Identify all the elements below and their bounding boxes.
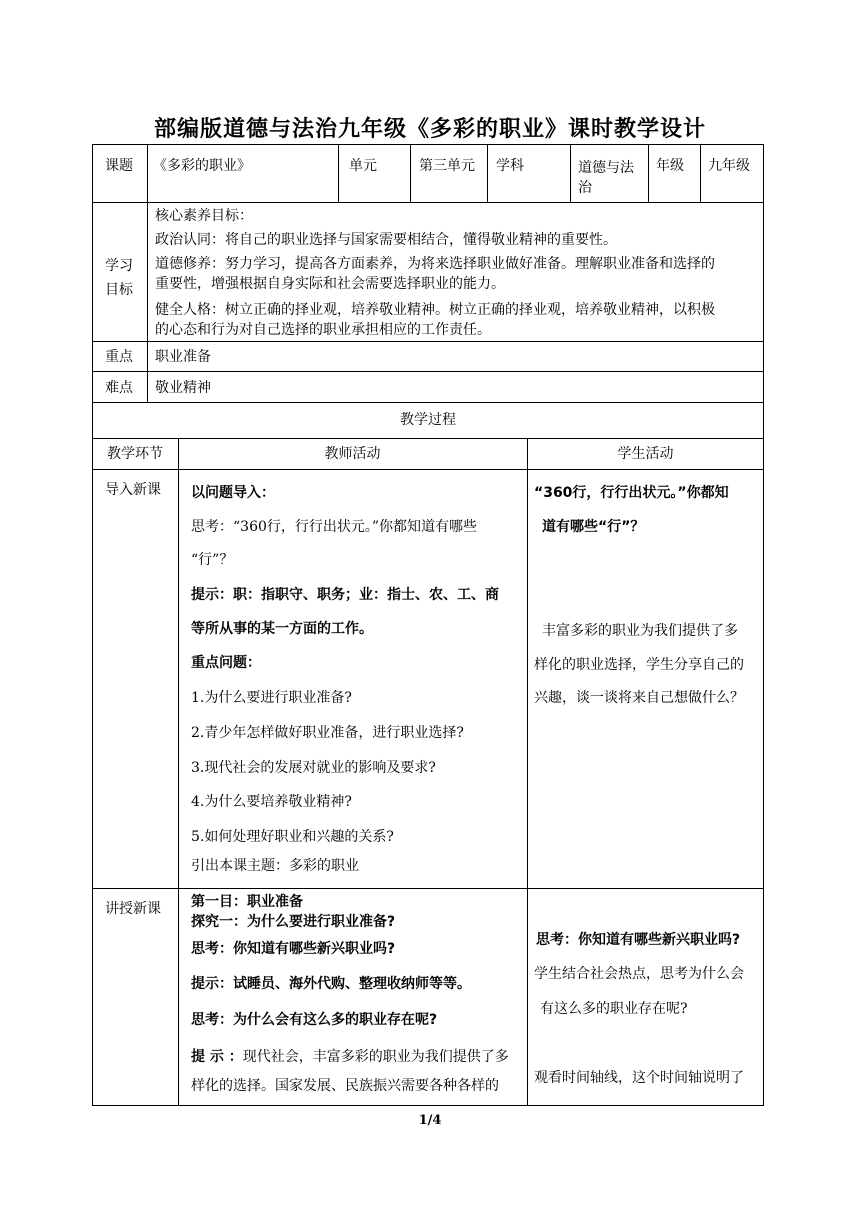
page-number: 1/4 bbox=[418, 1113, 442, 1128]
label-subject: 学科 bbox=[496, 158, 524, 174]
unit-value: 第三单元 bbox=[419, 158, 475, 174]
key-point-value: 职业准备 bbox=[155, 349, 211, 365]
col-header-student: 学生活动 bbox=[617, 446, 674, 462]
table-border bbox=[648, 144, 649, 202]
table-border bbox=[92, 202, 764, 203]
table-border bbox=[92, 371, 764, 372]
col-header-stage: 教学环节 bbox=[107, 446, 163, 462]
key-question-item: 4.为什么要培养敬业精神? bbox=[191, 794, 352, 810]
table-border bbox=[487, 144, 488, 202]
label-key-point: 重点 bbox=[105, 349, 133, 365]
lesson-plan-table bbox=[92, 144, 764, 1106]
table-border bbox=[92, 144, 764, 145]
lesson-topic: 《多彩的职业》 bbox=[153, 158, 251, 174]
lecture-item: 思考：为什么会有这么多的职业存在呢? bbox=[191, 1012, 438, 1028]
lecture-item: 思考：你知道有哪些新兴职业吗? bbox=[191, 941, 396, 957]
key-question-item: 5.如何处理好职业和兴趣的关系? bbox=[191, 829, 394, 845]
subject-value: 道德与法 bbox=[578, 160, 634, 176]
label-goals: 学习 bbox=[105, 258, 133, 274]
intro-question: 思考：“360行，行行出状元。”你都知道有哪些 bbox=[191, 519, 478, 535]
stage-intro: 导入新课 bbox=[105, 482, 161, 498]
table-border bbox=[92, 438, 764, 439]
table-border bbox=[410, 144, 411, 202]
table-border bbox=[92, 341, 764, 342]
table-border bbox=[92, 144, 93, 1106]
intro-lead: 引出本课主题：多彩的职业 bbox=[191, 858, 359, 874]
student-lecture-timeline: 观看时间轴线，这个时间轴说明了 bbox=[534, 1070, 744, 1086]
student-intro-activity: 丰富多彩的职业为我们提供了多 bbox=[542, 623, 738, 639]
goal-line: 政治认同：将自己的职业选择与国家需要相结合，懂得敬业精神的重要性。 bbox=[155, 232, 617, 248]
table-border bbox=[178, 438, 179, 1106]
table-border bbox=[92, 888, 764, 889]
label-unit: 单元 bbox=[349, 158, 377, 174]
intro-question-cont: “行”？ bbox=[191, 552, 234, 568]
key-questions-heading: 重点问题： bbox=[191, 655, 261, 671]
lecture-item: 提示：试睡员、海外代购、整理收纳师等等。 bbox=[191, 976, 471, 992]
hint-label: 提 示 ： bbox=[191, 1049, 243, 1065]
lecture-item bbox=[191, 1047, 509, 1067]
col-header-teacher: 教师活动 bbox=[324, 446, 381, 462]
key-question-item: 2.青少年怎样做好职业准备，进行职业选择? bbox=[191, 725, 464, 741]
lecture-item: 样化的选择。国家发展、民族振兴需要各种各样的 bbox=[191, 1078, 499, 1094]
table-border bbox=[92, 402, 764, 403]
student-lecture-question: 思考：你知道有哪些新兴职业吗? bbox=[536, 932, 741, 948]
student-lecture-activity-cont: 有这么多的职业存在呢? bbox=[540, 1001, 688, 1017]
goal-line: 道德修养：努力学习，提高各方面素养，为将来选择职业做好准备。理解职业准备和选择的 bbox=[155, 256, 715, 272]
goal-line: 的心态和行为对自己选择的职业承担相应的工作责任。 bbox=[155, 322, 491, 338]
student-lecture-activity: 学生结合社会热点，思考为什么会 bbox=[534, 966, 744, 982]
process-title: 教学过程 bbox=[400, 412, 456, 428]
intro-heading: 以问题导入： bbox=[191, 485, 275, 501]
student-intro-activity-cont: 样化的职业选择，学生分享自己的 bbox=[534, 657, 744, 673]
table-border bbox=[570, 144, 571, 202]
stage-lecture: 讲授新课 bbox=[105, 901, 161, 917]
document-title: 部编版道德与法治九年级《多彩的职业》课时教学设计 bbox=[153, 117, 706, 142]
lecture-item: 第一目：职业准备 bbox=[191, 894, 303, 910]
table-border bbox=[338, 144, 339, 202]
grade-value: 九年级 bbox=[708, 158, 750, 174]
intro-hint-cont: 等所从事的某一方面的工作。 bbox=[191, 621, 373, 637]
intro-hint: 提示：职：指职守、职务；业：指士、农、工、商 bbox=[191, 587, 499, 603]
label-goals-cont: 目标 bbox=[105, 282, 133, 298]
table-border bbox=[527, 438, 528, 1106]
key-question-item: 3.现代社会的发展对就业的影响及要求? bbox=[191, 760, 436, 776]
goal-line: 健全人格：树立正确的择业观，培养敬业精神。树立正确的择业观，培养敬业精神，以积极 bbox=[155, 302, 715, 318]
goal-line: 重要性，增强根据自身实际和社会需要选择职业的能力。 bbox=[155, 276, 505, 292]
table-border bbox=[92, 469, 764, 470]
student-intro-activity-cont: 兴趣，谈一谈将来自己想做什么？ bbox=[534, 690, 744, 706]
table-border bbox=[700, 144, 701, 202]
difficulty-value: 敬业精神 bbox=[155, 380, 211, 396]
table-border bbox=[763, 144, 764, 1106]
student-intro-question-cont: 道有哪些“行”？ bbox=[542, 519, 645, 535]
student-intro-question: “360行，行行出状元。”你都知 bbox=[534, 485, 729, 501]
label-difficulty: 难点 bbox=[105, 380, 133, 396]
table-border bbox=[92, 1105, 764, 1106]
goal-line: 核心素养目标： bbox=[155, 208, 253, 224]
lecture-item: 探究一：为什么要进行职业准备? bbox=[191, 914, 396, 930]
label-grade: 年级 bbox=[656, 158, 684, 174]
table-border bbox=[147, 144, 148, 402]
key-question-item: 1.为什么要进行职业准备? bbox=[191, 690, 352, 706]
hint-text: 现代社会，丰富多彩的职业为我们提供了多 bbox=[242, 1049, 509, 1065]
subject-value-cont: 治 bbox=[578, 180, 592, 196]
label-topic: 课题 bbox=[105, 158, 133, 174]
